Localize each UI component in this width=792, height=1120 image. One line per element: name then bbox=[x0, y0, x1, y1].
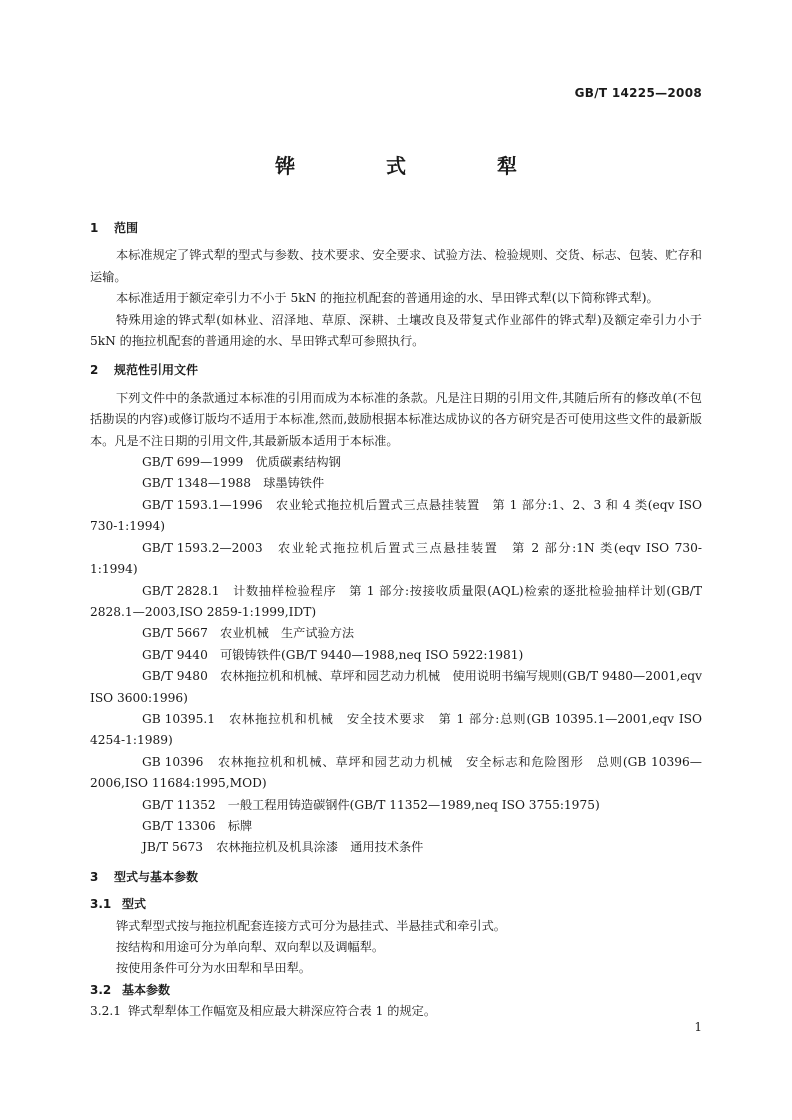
page-number: 1 bbox=[694, 1020, 702, 1034]
section-1-heading: 1 范围 bbox=[90, 221, 139, 235]
paragraph: 特殊用途的铧式犁(如林业、沼泽地、草原、深耕、土壤改良及带复式作业部件的铧式犁)及额定牵引力小于 5kN 的拖拉机配套的普通用途的水、旱田铧式犁可参照执行。 bbox=[90, 312, 702, 349]
document-title: 铧 式 犁 bbox=[275, 154, 559, 178]
paragraph: 按使用条件可分为水田犁和旱田犁。 bbox=[116, 961, 311, 976]
document-body bbox=[90, 212, 702, 1023]
paragraph: 本标准适用于额定牵引力不小于 5kN 的拖拉机配套的普通用途的水、旱田铧式犁(以下简称铧式犁)。 bbox=[116, 291, 659, 306]
paragraph: 按结构和用途可分为单向犁、双向犁以及调幅犁。 bbox=[116, 940, 385, 954]
clause-3-2-1: 3.2.1 铧式犁犁体工作幅宽及相应最大耕深应符合表 1 的规定。 bbox=[90, 1004, 437, 1019]
section-3-1-heading: 3.1 型式 bbox=[90, 897, 147, 912]
reference-item: GB/T 5667 农业机械 生产试验方法 bbox=[142, 626, 355, 641]
paragraph: 本标准规定了铧式犁的型式与参数、技术要求、安全要求、试验方法、检验规则、交货、标志、包装、贮存和运输。 bbox=[90, 248, 702, 284]
reference-item: GB/T 1593.2—2003 农业轮式拖拉机后置式三点悬挂装置 第 2 部分:1N 类(eqv ISO 730-1:1994) bbox=[90, 540, 702, 577]
section-2-heading: 2 规范性引用文件 bbox=[90, 363, 199, 378]
reference-item: GB/T 11352 一般工程用铸造碳钢件(GB/T 11352—1989,neq ISO 3755:1975) bbox=[142, 797, 600, 812]
reference-item: GB/T 13306 标牌 bbox=[142, 818, 253, 833]
reference-item: GB 10395.1 农林拖拉机和机械 安全技术要求 第 1 部分:总则(GB 10395.1—2001,eqv ISO 4254-1:1989) bbox=[90, 711, 702, 748]
reference-item: GB 10396 农林拖拉机和机械、草坪和园艺动力机械 安全标志和危险图形 总则(GB 10396—2006,ISO 11684:1995,MOD) bbox=[90, 754, 702, 791]
reference-item: GB/T 2828.1 计数抽样检验程序 第 1 部分:按接收质量限(AQL)检索的逐批检验抽样计划(GB/T 2828.1—2003,ISO 2859-1:1999,IDT) bbox=[90, 583, 703, 619]
reference-item: GB/T 9440 可锻铸铁件(GB/T 9440—1988,neq ISO 5922:1981) bbox=[142, 647, 524, 662]
standard-code: GB/T 14225—2008 bbox=[574, 86, 702, 100]
reference-item: GB/T 1593.1—1996 农业轮式拖拉机后置式三点悬挂装置 第 1 部分:1、2、3 和 4 类(eqv ISO 730-1:1994) bbox=[90, 497, 703, 534]
paragraph: 铧式犁型式按与拖拉机配套连接方式可分为悬挂式、半悬挂式和牵引式。 bbox=[116, 918, 506, 933]
reference-item: GB/T 1348—1988 球墨铸铁件 bbox=[142, 476, 325, 491]
paragraph: 下列文件中的条款通过本标准的引用而成为本标准的条款。凡是注日期的引用文件,其随后所有的修改单(不包括勘误的内容)或修订版均不适用于本标准,然而,鼓励根据本标准达成协议的各方研究是否可使用这些文件的最新版本。凡是不注日期的引用文件,其最新版本适用于本标准。 bbox=[90, 390, 702, 448]
reference-list bbox=[90, 452, 702, 859]
section-3-2-heading: 3.2 基本参数 bbox=[90, 982, 171, 997]
reference-item: JB/T 5673 农林拖拉机及机具涂漆 通用技术条件 bbox=[142, 840, 424, 855]
section-3-heading: 3 型式与基本参数 bbox=[90, 869, 199, 884]
reference-item: GB/T 9480 农林拖拉机和机械、草坪和园艺动力机械 使用说明书编写规则(GB/T 9480—2001,eqv ISO 3600:1996) bbox=[90, 669, 702, 705]
reference-item: GB/T 699—1999 优质碳素结构钢 bbox=[142, 455, 341, 470]
